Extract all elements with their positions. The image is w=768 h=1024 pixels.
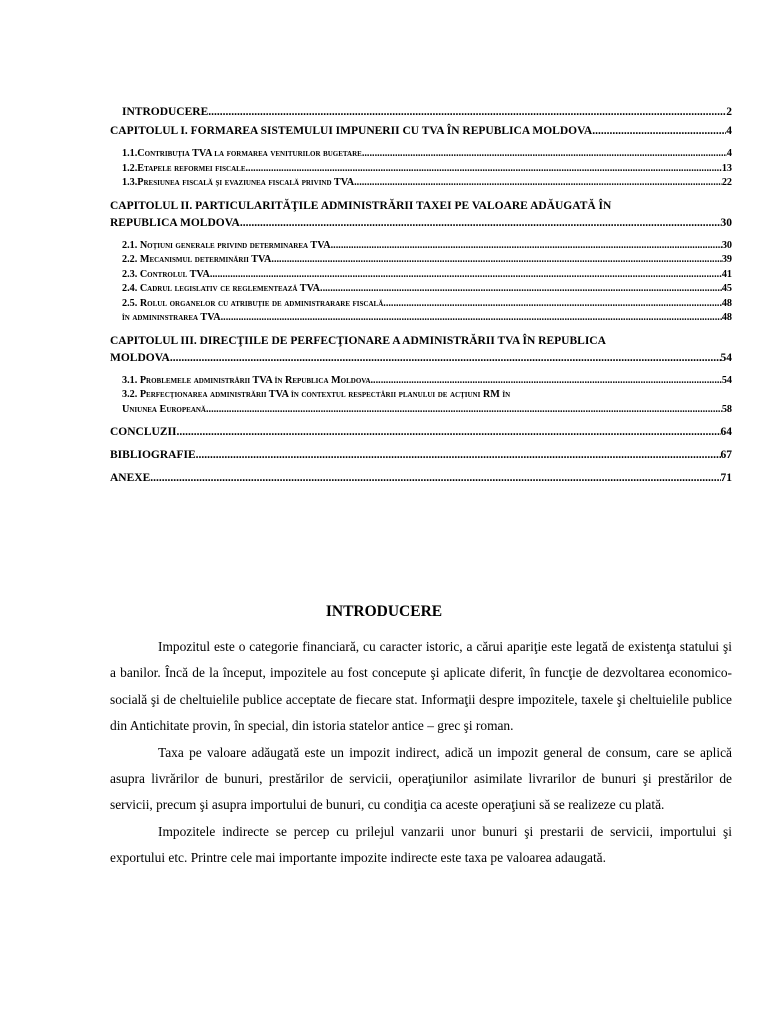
toc-leader-dots bbox=[150, 470, 720, 487]
toc-title: INTRODUCERE bbox=[122, 106, 209, 118]
toc-leader-dots bbox=[354, 176, 722, 191]
section-heading: INTRODUCERE bbox=[325, 603, 443, 620]
toc-title: în admininstrarea TVA bbox=[122, 312, 221, 323]
toc-page-number: 39 bbox=[721, 254, 732, 265]
toc-entry-introducere[interactable] bbox=[110, 104, 732, 121]
paragraph: Taxa pe valoare adăugată este un impozit indirect, adică un impozit general de consum, care se aplică asupra livrărilor de bunuri, prestărilor de servicii, operaţiunilor asimilate livrarilor de bunuri şi prestărilor de servicii, precum şi asupra importului de bunuri, cu condiţia ca aceste operaţiuni să se realizeze cu plată. bbox=[110, 744, 732, 813]
toc-title-line: CAPITOLUL III. DIRECŢIILE DE PERFECŢIONARE A ADMINISTRĂRII TVA ÎN REPUBLICA bbox=[110, 334, 606, 347]
toc-page-number: 4 bbox=[726, 125, 732, 137]
toc-page-number: 64 bbox=[720, 426, 732, 438]
toc-leader-dots bbox=[320, 282, 722, 297]
toc-title: 2.2. Mecanismul determinării TVA bbox=[122, 254, 272, 265]
toc-leader-dots bbox=[383, 297, 722, 312]
toc-title: 1.2.Etapele reformei fiscale bbox=[122, 162, 246, 174]
toc-title: REPUBLICA MOLDOVA bbox=[110, 216, 240, 229]
toc-leader-dots bbox=[371, 374, 722, 389]
toc-page-number: 45 bbox=[721, 283, 732, 294]
toc-entry-capitolul-2[interactable] bbox=[110, 198, 732, 232]
toc-title: 2.4. Cadrul legislativ ce reglementează TVA bbox=[122, 283, 321, 294]
toc-page-number: 48 bbox=[721, 312, 732, 323]
paragraph: Impozitul este o categorie financiară, cu caracter istoric, a cărui apariţie este legată de existenţa statului şi a banilor. Încă de la început, impozitele au fost concepute şi aplicate diferit, în funcţie de dezvoltarea economico-socială şi de cheltuielile publice acceptate de fiecare stat. Informaţii despre impozitele, taxele şi cheltuielile publice din Antichitate provin, în special, din istoria statelor antice – grec şi roman. bbox=[110, 639, 732, 734]
toc-leader-dots bbox=[206, 403, 722, 418]
toc-page-number: 54 bbox=[721, 374, 732, 386]
toc-leader-dots bbox=[271, 253, 721, 268]
toc-page-number: 48 bbox=[721, 297, 732, 309]
toc-title: CAPITOLUL I. FORMAREA SISTEMULUI IMPUNERII CU TVA ÎN REPUBLICA MOLDOVA bbox=[110, 125, 593, 137]
toc-entry-1-3[interactable] bbox=[110, 176, 732, 191]
toc-entry-2-2[interactable] bbox=[110, 253, 732, 268]
toc-title: 2.3. Controlul TVA bbox=[122, 268, 210, 280]
toc-title: ANEXE bbox=[110, 472, 151, 484]
toc-leader-dots bbox=[221, 311, 722, 326]
toc-title: BIBLIOGRAFIE bbox=[110, 449, 196, 461]
toc-page-number: 67 bbox=[720, 449, 732, 461]
toc-title: 1.3.Presiunea fiscală şi evaziunea fiscală privind TVA bbox=[122, 177, 355, 188]
toc-entry-1-1[interactable] bbox=[110, 147, 732, 162]
toc-leader-dots bbox=[196, 447, 721, 464]
toc-entry-capitolul-3[interactable] bbox=[110, 333, 732, 367]
toc-page-number: 54 bbox=[720, 351, 732, 364]
toc-title: Uniunea Europeană bbox=[122, 403, 206, 415]
toc-leader-dots bbox=[362, 147, 727, 162]
toc-title: 2.5. Rolul organelor cu atribuţie de administrarare fiscală bbox=[122, 297, 384, 309]
toc-entry-1-2[interactable] bbox=[110, 162, 732, 177]
toc-title: MOLDOVA bbox=[110, 351, 170, 364]
toc-page-number: 2 bbox=[726, 106, 732, 118]
toc-page-number: 71 bbox=[720, 472, 732, 484]
section-body bbox=[110, 634, 732, 872]
toc-page-number: 30 bbox=[721, 239, 732, 251]
toc-title: 1.1.Contribuţia TVA la formarea veniturilor bugetare bbox=[122, 148, 362, 159]
toc-page-number: 4 bbox=[726, 148, 732, 159]
toc-entry-2-5-cont[interactable] bbox=[110, 311, 732, 326]
toc-leader-dots bbox=[240, 215, 721, 232]
toc-leader-dots bbox=[592, 123, 726, 140]
toc-title-line: CAPITOLUL II. PARTICULARITĂŢILE ADMINISTRĂRII TAXEI PE VALOARE ADĂUGATĂ ÎN bbox=[110, 199, 612, 212]
toc-title: 3.1. Problemele administrării TVA în Republica Moldova bbox=[122, 374, 371, 386]
toc-title: CONCLUZII bbox=[110, 426, 177, 438]
toc-entry-concluzii[interactable] bbox=[110, 424, 732, 441]
toc-entry-2-5[interactable] bbox=[110, 297, 732, 312]
table-of-contents bbox=[110, 104, 732, 487]
toc-entry-2-1[interactable] bbox=[110, 239, 732, 254]
toc-page-number: 13 bbox=[721, 162, 732, 174]
toc-entry-3-1[interactable] bbox=[110, 374, 732, 389]
toc-leader-dots bbox=[170, 350, 721, 367]
toc-page-number: 58 bbox=[721, 403, 732, 415]
toc-title: 2.1. Noţiuni generale privind determinarea TVA bbox=[122, 239, 331, 251]
toc-entry-2-4[interactable] bbox=[110, 282, 732, 297]
toc-leader-dots bbox=[176, 424, 720, 441]
toc-title-line: 3.2. Perfecţionarea administrării TVA în contextul respectării planului de acţiuni RM în bbox=[122, 389, 511, 400]
toc-entry-2-3[interactable] bbox=[110, 268, 732, 283]
toc-entry-anexe[interactable] bbox=[110, 470, 732, 487]
toc-page-number: 30 bbox=[720, 216, 732, 229]
toc-leader-dots bbox=[208, 104, 726, 121]
toc-leader-dots bbox=[246, 162, 722, 177]
toc-leader-dots bbox=[331, 239, 722, 254]
toc-entry-capitolul-1[interactable] bbox=[110, 123, 732, 140]
toc-leader-dots bbox=[210, 268, 722, 283]
toc-entry-3-2[interactable] bbox=[110, 388, 732, 417]
toc-page-number: 22 bbox=[721, 177, 732, 188]
toc-entry-bibliografie[interactable] bbox=[110, 447, 732, 464]
toc-page-number: 41 bbox=[721, 268, 732, 280]
paragraph: Impozitele indirecte se percep cu prilejul vanzarii unor bunuri şi prestarii de servicii, importului şi exportului etc. Printre cele mai importante impozite indirecte este taxa pe valoarea adaugată. bbox=[110, 823, 732, 866]
